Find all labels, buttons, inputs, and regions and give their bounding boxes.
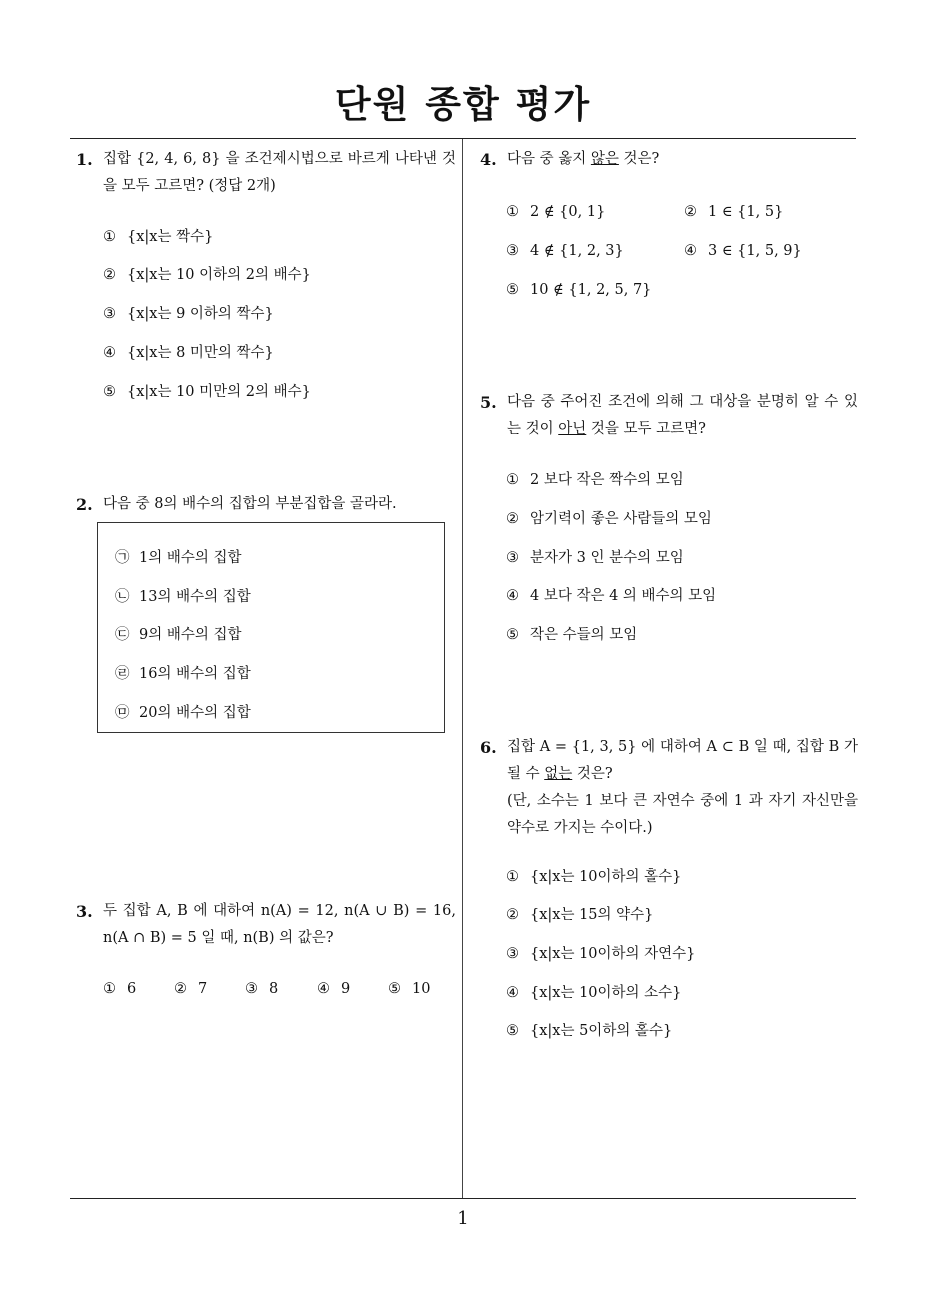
option-mark: ① <box>103 981 116 997</box>
option-mark: ⑤ <box>506 282 519 298</box>
option-mark: ② <box>506 907 519 923</box>
item-mark: ㉠ <box>115 550 130 566</box>
box-item-2 <box>115 587 251 607</box>
option-1[interactable] <box>506 470 684 490</box>
option-text: 암기력이 좋은 사람들의 모임 <box>530 511 712 527</box>
option-mark: ④ <box>506 985 519 1001</box>
question-text: 집합 {2, 4, 6, 8} 을 조건제시법으로 바르게 나타낸 것을 모두 고르면? (정답 2개) <box>103 151 456 194</box>
item-text: 13의 배수의 집합 <box>139 589 251 605</box>
item-mark: ㉤ <box>115 705 130 721</box>
option-mark: ② <box>506 511 519 527</box>
option-mark: ③ <box>245 981 258 997</box>
option-4[interactable] <box>684 241 802 261</box>
option-5[interactable] <box>506 1021 672 1041</box>
option-3[interactable] <box>506 944 695 964</box>
option-2[interactable] <box>506 509 712 529</box>
option-text: 3 ∈ {1, 5, 9} <box>708 243 802 259</box>
question-text: 다음 중 8의 배수의 집합의 부분집합을 골라라. <box>103 496 397 512</box>
underlined-word: 아닌 <box>558 421 587 437</box>
column-divider <box>462 139 463 1198</box>
option-text: {x|x는 15의 약수} <box>530 907 654 923</box>
page-number: 1 <box>457 1208 469 1229</box>
option-2[interactable] <box>684 202 783 222</box>
option-3[interactable] <box>103 304 274 324</box>
option-mark: ③ <box>103 306 116 322</box>
question-number: 3. <box>76 902 93 921</box>
question-2 <box>76 491 456 518</box>
option-text: 작은 수들의 모임 <box>530 627 638 643</box>
underlined-word: 않은 <box>590 151 619 167</box>
option-mark: ③ <box>506 946 519 962</box>
option-text: {x|x는 짝수} <box>127 229 214 245</box>
option-4[interactable] <box>317 979 350 999</box>
option-5[interactable] <box>388 979 430 999</box>
option-text: {x|x는 10이하의 소수} <box>530 985 682 1001</box>
option-mark: ② <box>684 204 697 220</box>
question-text: 다음 중 옳지 않은 것은? <box>507 151 660 167</box>
question-4 <box>480 146 858 173</box>
question-number: 2. <box>76 495 93 514</box>
option-1[interactable] <box>506 202 605 222</box>
underlined-word: 없는 <box>544 766 573 782</box>
option-3[interactable] <box>245 979 278 999</box>
item-mark: ㉢ <box>115 627 130 643</box>
option-mark: ④ <box>506 588 519 604</box>
option-text: {x|x는 9 이하의 짝수} <box>127 306 274 322</box>
option-text: 10 ∉ {1, 2, 5, 7} <box>530 282 652 298</box>
option-mark: ④ <box>684 243 697 259</box>
option-text: 2 보다 작은 짝수의 모임 <box>530 472 684 488</box>
item-mark: ㉡ <box>115 589 130 605</box>
option-text: {x|x는 10 이하의 2의 배수} <box>127 267 311 283</box>
header-rule <box>70 138 856 139</box>
option-mark: ④ <box>103 345 116 361</box>
item-text: 9의 배수의 집합 <box>139 627 242 643</box>
footer-rule <box>70 1198 856 1199</box>
question-number: 6. <box>480 738 497 757</box>
option-2[interactable] <box>174 979 207 999</box>
option-text: 6 <box>127 981 137 997</box>
option-text: {x|x는 10 미만의 2의 배수} <box>127 384 311 400</box>
option-1[interactable] <box>506 867 681 887</box>
option-5[interactable] <box>506 280 651 300</box>
option-mark: ② <box>103 267 116 283</box>
page-title: 단원 종합 평가 <box>334 83 592 126</box>
option-5[interactable] <box>506 625 637 645</box>
option-mark: ③ <box>506 550 519 566</box>
option-1[interactable] <box>103 227 213 247</box>
option-mark: ⑤ <box>506 627 519 643</box>
question-note: (단, 소수는 1 보다 큰 자연수 중에 1 과 자기 자신만을 약수로 가지는 수이다.) <box>507 793 858 836</box>
question-1 <box>76 146 456 200</box>
question-number: 4. <box>480 150 497 169</box>
option-mark: ⑤ <box>103 384 116 400</box>
option-text: 9 <box>341 981 351 997</box>
option-text: 2 ∉ {0, 1} <box>530 204 606 220</box>
question-text: 집합 A = {1, 3, 5} 에 대하여 A ⊂ B 일 때, 집합 B 가 될 수 없는 것은? <box>507 739 858 782</box>
option-mark: ① <box>506 204 519 220</box>
option-text: 분자가 3 인 분수의 모임 <box>530 550 684 566</box>
option-4[interactable] <box>506 983 681 1003</box>
option-mark: ⑤ <box>388 981 401 997</box>
option-mark: ④ <box>317 981 330 997</box>
option-text: {x|x는 5이하의 홀수} <box>530 1023 673 1039</box>
option-text: 10 <box>412 981 431 997</box>
item-mark: ㉣ <box>115 666 130 682</box>
item-text: 16의 배수의 집합 <box>139 666 251 682</box>
option-5[interactable] <box>103 382 311 402</box>
option-2[interactable] <box>103 265 311 285</box>
option-mark: ② <box>174 981 187 997</box>
question-text: 두 집합 A, B 에 대하여 n(A) = 12, n(A ∪ B) = 16, n(A ∩ B) = 5 일 때, n(B) 의 값은? <box>103 903 456 946</box>
option-3[interactable] <box>506 241 624 261</box>
box-item-1 <box>115 548 242 568</box>
option-mark: ③ <box>506 243 519 259</box>
option-2[interactable] <box>506 905 653 925</box>
question-6 <box>480 734 858 842</box>
option-text: 4 ∉ {1, 2, 3} <box>530 243 624 259</box>
option-text: 1 ∈ {1, 5} <box>708 204 784 220</box>
option-text: 8 <box>269 981 279 997</box>
option-mark: ① <box>103 229 116 245</box>
option-4[interactable] <box>506 586 716 606</box>
box-item-4 <box>115 664 251 684</box>
option-text: 4 보다 작은 4 의 배수의 모임 <box>530 588 717 604</box>
item-text: 20의 배수의 집합 <box>139 705 251 721</box>
option-text: 7 <box>198 981 208 997</box>
question-text: 다음 중 주어진 조건에 의해 그 대상을 분명히 알 수 있는 것이 아닌 것을 모두 고르면? <box>507 394 858 437</box>
option-4[interactable] <box>103 343 274 363</box>
option-3[interactable] <box>506 548 684 568</box>
option-1[interactable] <box>103 979 136 999</box>
box-item-5 <box>115 703 251 723</box>
option-mark: ⑤ <box>506 1023 519 1039</box>
question-number: 1. <box>76 150 93 169</box>
option-text: {x|x는 10이하의 자연수} <box>530 946 696 962</box>
box-item-3 <box>115 625 242 645</box>
option-text: {x|x는 8 미만의 짝수} <box>127 345 274 361</box>
option-mark: ① <box>506 472 519 488</box>
question-3 <box>76 898 456 952</box>
question-number: 5. <box>480 393 497 412</box>
question-5 <box>480 389 858 443</box>
option-text: {x|x는 10이하의 홀수} <box>530 869 682 885</box>
item-text: 1의 배수의 집합 <box>139 550 242 566</box>
option-mark: ① <box>506 869 519 885</box>
